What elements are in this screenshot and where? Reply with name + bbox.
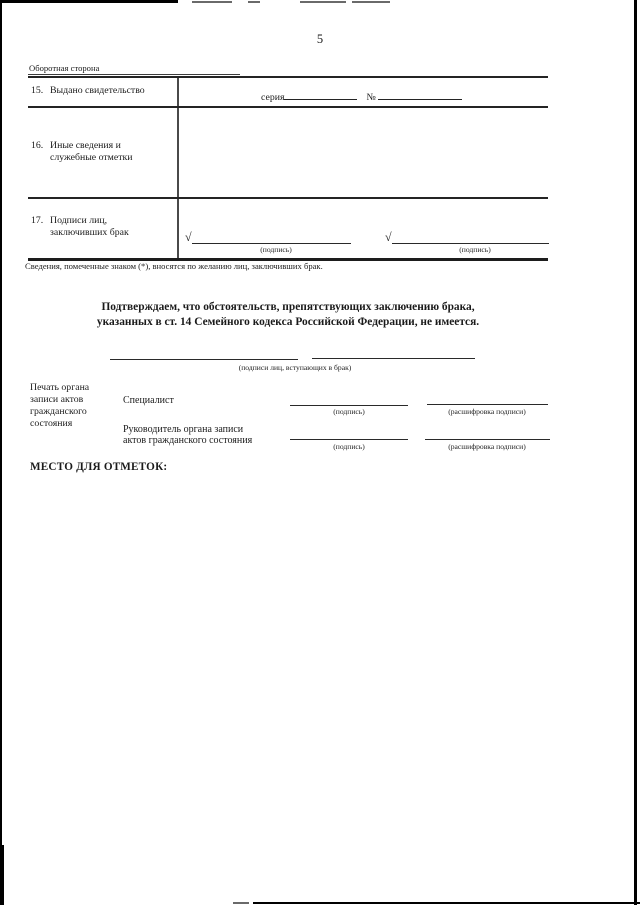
signature-caption: (подпись): [333, 407, 365, 416]
row-label: Выдано свидетельство: [50, 85, 145, 96]
row-label-cell: [28, 199, 177, 258]
confirmation-statement: [32, 300, 544, 330]
head-transcript-line: [425, 439, 550, 440]
couple-signature-line-1: [110, 359, 298, 360]
checkmark-icon: √: [385, 230, 392, 244]
row-label-line2: заключивших брак: [50, 227, 129, 238]
other-info-value-cell: [177, 108, 548, 197]
scan-edge-top-dash: [248, 1, 260, 3]
confirmation-line1: Подтверждаем, что обстоятельств, препятствующих заключению брака,: [101, 301, 475, 313]
row-number: 16.: [31, 140, 44, 151]
row-label-cell: [28, 78, 177, 106]
specialist-label: Специалист: [123, 395, 174, 406]
page-number: 5: [316, 32, 324, 46]
certificate-series-field: [179, 78, 548, 103]
row-number: 17.: [31, 215, 44, 226]
confirmation-line2: указанных в ст. 14 Семейного кодекса Российской Федерации, не имеется.: [96, 316, 480, 328]
signatures-value-cell: [177, 199, 548, 258]
stamp-note: [30, 382, 89, 430]
signature-caption: (подпись): [260, 245, 292, 254]
transcript-caption: (расшифровка подписи): [448, 442, 526, 451]
couple-signature-line-2: [312, 358, 475, 359]
table-row-other-info: [28, 108, 548, 199]
scan-edge-left-thick: [0, 845, 4, 905]
row-label-cell: [28, 108, 177, 197]
number-blank-line: [378, 90, 462, 100]
specialist-transcript-line: [427, 404, 548, 405]
head-label: [123, 424, 252, 446]
row-label-line1: Иные сведения и: [50, 140, 121, 151]
transcript-caption: (расшифровка подписи): [448, 407, 526, 416]
series-label: серия: [261, 92, 285, 103]
scan-edge-top-dash: [192, 1, 232, 3]
spouse-signature-block-2: [385, 231, 549, 254]
signature-caption: (подпись): [333, 442, 365, 451]
scan-edge-top-dash: [300, 1, 346, 3]
certificate-value-cell: [177, 78, 548, 106]
checkmark-icon: √: [185, 230, 192, 244]
series-blank-line: [284, 90, 357, 100]
side-label: Оборотная сторона: [29, 63, 100, 73]
couple-signatures-caption: (подписи лиц, вступающих в брак): [238, 363, 352, 372]
scan-edge-top-dash: [352, 1, 390, 3]
number-label: №: [366, 92, 376, 103]
scan-edge-top: [0, 0, 178, 3]
stamp-note-line: записи актов: [30, 394, 84, 405]
row-number: 15.: [31, 85, 44, 96]
scan-edge-bottom: [253, 902, 640, 904]
asterisk-footnote: Сведения, помеченные знаком (*), вносятся по желанию лиц, заключивших брак.: [25, 261, 323, 271]
row-label-line1: Подписи лиц,: [50, 215, 108, 226]
head-label-line2: актов гражданского состояния: [123, 435, 253, 446]
stamp-note-line: состояния: [30, 418, 73, 429]
head-signature-line: [290, 439, 408, 440]
registry-table: [28, 76, 548, 261]
scan-edge-right: [634, 0, 637, 905]
table-row-signatures: [28, 199, 548, 261]
scan-edge-bottom-dash: [233, 902, 249, 904]
specialist-signature-line: [290, 405, 408, 406]
side-label-underline: [28, 74, 240, 75]
table-row-certificate: [28, 78, 548, 108]
stamp-note-line: гражданского: [30, 406, 87, 417]
head-label-line1: Руководитель органа записи: [123, 424, 244, 435]
signature-line: [192, 231, 351, 244]
stamp-note-line: Печать органа: [30, 382, 90, 393]
row-label-line2: служебные отметки: [50, 152, 133, 163]
signature-caption: (подпись): [459, 245, 491, 254]
spouse-signature-block-1: [185, 231, 351, 254]
signature-line: [392, 231, 549, 244]
scan-edge-left: [0, 0, 2, 905]
marks-section-title: МЕСТО ДЛЯ ОТМЕТОК:: [30, 461, 168, 473]
